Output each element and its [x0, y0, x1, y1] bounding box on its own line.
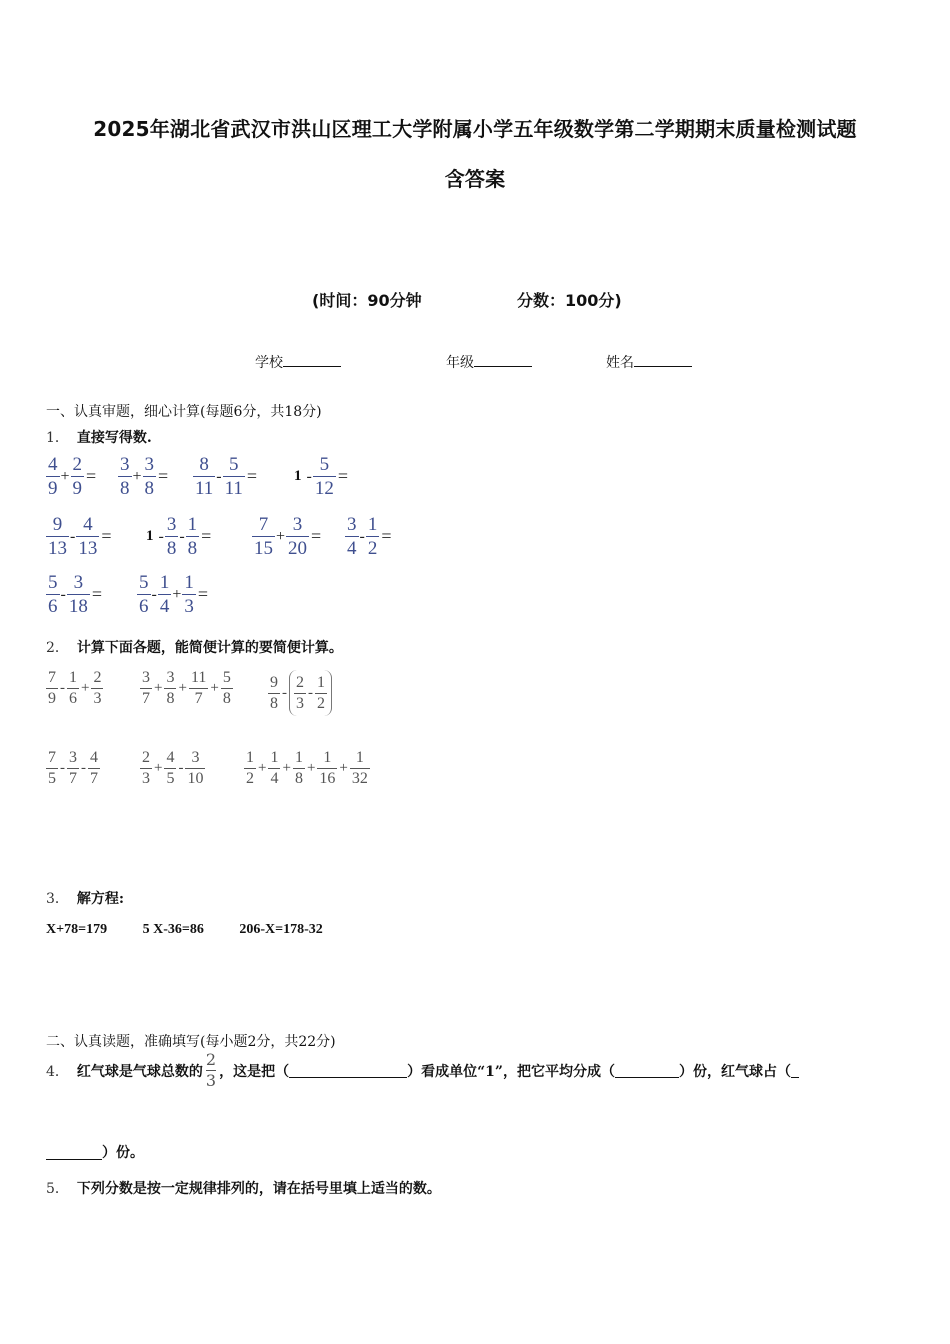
fraction-denominator: 3 — [205, 1071, 217, 1090]
q2-heading — [46, 637, 343, 657]
fraction-denominator: 9 — [48, 690, 56, 707]
fraction-denominator: 7 — [69, 770, 77, 787]
q4-text-part1: 红气球是气球总数的 — [76, 1063, 203, 1080]
operator: - — [70, 527, 76, 545]
fraction-numerator: 2 — [296, 673, 304, 691]
fraction-numerator: 5 — [319, 454, 330, 475]
fraction-numerator: 2 — [93, 669, 102, 686]
fraction — [315, 675, 327, 712]
fraction-numerator: 1 — [184, 572, 194, 593]
operator: + — [306, 760, 316, 776]
operator: + — [276, 527, 286, 545]
operator: + — [178, 680, 187, 696]
fraction-bar — [313, 476, 336, 477]
exercise — [46, 455, 96, 498]
q3-number: 3． — [46, 891, 69, 907]
fraction-bar — [137, 594, 151, 595]
operator: + — [132, 467, 142, 485]
fraction — [186, 515, 200, 558]
fraction-numerator: 4 — [48, 454, 58, 475]
fraction — [67, 670, 79, 707]
fraction-numerator: 1 — [367, 514, 378, 535]
operator: - — [158, 527, 164, 545]
fraction-bar — [118, 476, 132, 477]
exercise — [137, 573, 208, 616]
fraction-bar — [164, 768, 176, 769]
fraction-denominator: 7 — [142, 690, 150, 707]
operator: - — [178, 760, 184, 776]
section2-heading: 二、认真读题，准确填写(每小题2分，共22分) — [46, 1034, 336, 1050]
operator: - — [81, 760, 86, 776]
exercise — [244, 750, 370, 787]
fraction-numerator: 3 — [142, 669, 150, 686]
answer-blank-share[interactable] — [46, 1145, 102, 1160]
fraction — [268, 750, 280, 787]
exercise — [46, 573, 102, 616]
doc-title-line1: 2025年湖北省武汉市洪山区理工大学附属小学五年级数学第二学期期末质量检测试题 — [93, 117, 857, 141]
fraction-bar — [293, 768, 305, 769]
fraction-denominator: 2 — [367, 538, 378, 559]
fraction — [71, 455, 85, 498]
school-field[interactable] — [255, 352, 341, 372]
equals-sign: = — [101, 526, 112, 546]
fraction — [143, 455, 157, 498]
fraction-numerator: 11 — [190, 669, 207, 686]
fraction-numerator: 5 — [139, 572, 149, 593]
whole-number: 1 — [146, 528, 154, 544]
exam-time: (时间：90分钟 — [312, 291, 422, 310]
q4-line2 — [46, 1142, 144, 1162]
fraction — [366, 515, 380, 558]
fraction-bar — [140, 688, 152, 689]
fraction-numerator: 1 — [323, 749, 332, 766]
fraction-numerator: 7 — [48, 749, 56, 766]
fraction-denominator: 3 — [93, 690, 102, 707]
equals-sign: = — [246, 466, 258, 486]
equals-sign: = — [311, 526, 322, 546]
fraction — [46, 455, 60, 498]
operator: - — [60, 585, 66, 603]
fraction-denominator: 8 — [166, 538, 177, 559]
fraction — [350, 750, 370, 787]
fraction-numerator: 3 — [144, 454, 155, 475]
answer-blank-unit[interactable] — [289, 1063, 407, 1078]
fraction-denominator: 2 — [317, 694, 325, 712]
fraction-denominator: 8 — [187, 538, 198, 559]
fraction — [158, 573, 172, 616]
fraction-numerator: 3 — [166, 669, 175, 686]
fraction-bar — [67, 768, 79, 769]
exam-score: 分数：100分) — [517, 291, 622, 310]
fraction — [88, 750, 100, 787]
fraction-numerator: 3 — [69, 749, 77, 766]
q4-text-part5: ）份。 — [102, 1145, 144, 1161]
fraction-denominator: 6 — [69, 690, 77, 707]
grade-label: 年级 — [446, 355, 474, 371]
fraction-numerator: 3 — [166, 514, 177, 535]
fraction-bar — [158, 594, 172, 595]
fraction-bar — [268, 693, 280, 694]
fraction — [182, 573, 196, 616]
operator: - — [282, 684, 287, 701]
fraction — [46, 515, 69, 558]
fraction-denominator: 32 — [351, 770, 368, 787]
fraction-bar — [189, 688, 208, 689]
equals-sign: = — [201, 526, 212, 546]
operator: - — [359, 527, 365, 545]
operator: + — [154, 760, 163, 776]
exercise — [140, 750, 205, 787]
fraction-numerator: 4 — [83, 514, 93, 535]
equals-sign: = — [91, 584, 102, 604]
q4-text-part2: ，这是把（ — [219, 1063, 290, 1080]
fraction-denominator: 3 — [184, 596, 194, 617]
fraction-numerator: 7 — [48, 669, 56, 686]
fraction-bar — [182, 594, 196, 595]
fraction-numerator: 4 — [90, 749, 98, 766]
fraction-numerator: 9 — [270, 673, 278, 691]
operator: + — [172, 585, 182, 603]
q1-heading — [46, 427, 152, 447]
fraction-denominator: 6 — [48, 596, 58, 617]
exercise — [46, 750, 100, 787]
fraction-denominator: 18 — [68, 596, 88, 617]
fraction — [91, 670, 103, 707]
fraction — [293, 750, 305, 787]
name-field[interactable] — [606, 352, 692, 372]
fraction-denominator: 5 — [166, 770, 175, 787]
fraction — [67, 750, 79, 787]
operator: - — [216, 467, 222, 485]
fraction-bar — [317, 768, 337, 769]
fraction-numerator: 1 — [246, 749, 254, 766]
fraction-bar — [46, 594, 60, 595]
fraction-bar — [140, 768, 152, 769]
exercise — [46, 515, 111, 558]
fraction-numerator: 1 — [317, 673, 325, 691]
fraction-bar — [67, 688, 79, 689]
fraction-bar — [221, 688, 233, 689]
parenthesis-group — [289, 670, 332, 716]
fraction-bar — [294, 693, 306, 694]
fraction — [185, 750, 205, 787]
fraction-bar — [46, 476, 60, 477]
fraction — [67, 573, 90, 616]
q4-text-part3: ）看成单位“1”，把它平均分成（ — [407, 1063, 615, 1080]
fraction-bar — [315, 693, 327, 694]
school-blank[interactable] — [283, 352, 341, 367]
fraction-denominator: 20 — [288, 538, 308, 559]
fraction-denominator: 4 — [347, 538, 357, 559]
fraction-denominator: 6 — [139, 596, 149, 617]
fraction-bar — [268, 768, 280, 769]
fraction-bar — [350, 768, 370, 769]
fraction-denominator: 8 — [166, 690, 175, 707]
fraction-numerator: 1 — [355, 749, 364, 766]
fraction — [76, 515, 99, 558]
fraction — [345, 515, 359, 558]
fraction-bar — [223, 476, 245, 477]
q3-equations — [46, 922, 355, 938]
equation: 5 X-36=86 — [142, 922, 204, 937]
fraction-numerator: 1 — [187, 514, 198, 535]
operator: + — [258, 760, 267, 776]
fraction — [193, 455, 215, 498]
q4-text-part4: ）份，红气球占（ — [678, 1063, 791, 1080]
equals-sign: = — [337, 466, 348, 486]
fraction-denominator: 7 — [90, 770, 98, 787]
fraction-bar — [91, 688, 103, 689]
answer-blank-share-start[interactable] — [791, 1063, 799, 1078]
fraction-denominator: 11 — [224, 478, 243, 499]
fraction-bar — [46, 768, 58, 769]
fraction-numerator: 1 — [294, 749, 303, 766]
fraction-numerator: 1 — [159, 572, 170, 593]
fraction — [286, 515, 309, 558]
exercise — [345, 515, 391, 558]
q3-text: 解方程: — [76, 891, 125, 907]
fraction-bar — [46, 688, 58, 689]
q5-number: 5． — [46, 1181, 69, 1197]
fraction-denominator: 8 — [222, 690, 231, 707]
name-label: 姓名 — [606, 355, 634, 371]
fraction-denominator: 11 — [195, 478, 214, 499]
q4-number: 4． — [46, 1063, 69, 1080]
fraction — [164, 670, 176, 707]
fraction-denominator: 13 — [78, 538, 98, 559]
q2-text: 计算下面各题，能简便计算的要简便计算。 — [76, 640, 343, 656]
q5-heading — [46, 1178, 441, 1198]
fraction-bar — [252, 536, 275, 537]
exercise — [140, 670, 233, 707]
fraction-denominator: 3 — [296, 694, 304, 712]
operator: + — [282, 760, 291, 776]
fraction-numerator: 3 — [347, 514, 357, 535]
fraction-bar — [76, 536, 99, 537]
fraction-denominator: 2 — [246, 770, 254, 787]
fraction — [189, 670, 208, 707]
fraction-denominator: 3 — [142, 770, 150, 787]
q1-number: 1． — [46, 430, 69, 446]
fraction — [268, 675, 280, 712]
fraction — [140, 750, 152, 787]
exercise — [294, 455, 348, 498]
exercise — [146, 515, 211, 558]
equation: 206-X=178-32 — [239, 922, 323, 937]
fraction — [46, 670, 58, 707]
exercise — [252, 515, 321, 558]
fraction — [46, 750, 58, 787]
fraction-numerator: 9 — [52, 514, 63, 535]
operator: - — [179, 527, 185, 545]
fraction — [252, 515, 275, 558]
fraction — [223, 455, 245, 498]
fraction-bar — [366, 536, 380, 537]
exercise — [46, 670, 103, 707]
exercise — [193, 455, 257, 498]
fraction-numerator: 5 — [222, 669, 231, 686]
fraction-denominator: 10 — [187, 770, 204, 787]
fraction-denominator: 13 — [48, 538, 67, 559]
fraction-bar — [185, 768, 205, 769]
equals-sign: = — [381, 526, 392, 546]
fraction — [165, 515, 179, 558]
q2-number: 2． — [46, 640, 69, 656]
fraction-numerator: 1 — [69, 669, 77, 686]
fraction-bar — [164, 688, 176, 689]
fraction — [221, 670, 233, 707]
operator: - — [60, 760, 65, 776]
fraction — [317, 750, 337, 787]
fraction-denominator: 12 — [314, 478, 334, 499]
fraction-numerator: 5 — [229, 454, 239, 475]
fraction — [137, 573, 151, 616]
whole-number: 1 — [294, 468, 302, 484]
fraction-bar — [143, 476, 157, 477]
school-label: 学校 — [255, 355, 283, 371]
fraction-bar — [88, 768, 100, 769]
q4-fraction — [206, 1052, 216, 1089]
fraction-numerator: 3 — [120, 454, 130, 475]
fraction-numerator: 3 — [73, 572, 84, 593]
fraction-denominator: 8 — [120, 478, 130, 499]
equation: X+78=179 — [46, 922, 108, 937]
operator: + — [81, 680, 90, 696]
equals-sign: = — [158, 466, 169, 486]
fraction — [46, 573, 60, 616]
fraction-denominator: 4 — [159, 596, 170, 617]
operator: + — [154, 680, 163, 696]
operator: + — [60, 467, 70, 485]
fraction-bar — [193, 476, 215, 477]
fraction-numerator: 7 — [258, 514, 269, 535]
fraction-denominator: 16 — [319, 770, 336, 787]
operator: - — [151, 585, 157, 603]
fraction — [140, 670, 152, 707]
fraction-denominator: 8 — [144, 478, 155, 499]
q1-text: 直接写得数. — [76, 430, 152, 446]
fraction-bar — [71, 476, 85, 477]
fraction-denominator: 8 — [294, 770, 303, 787]
fraction-numerator: 2 — [142, 749, 150, 766]
fraction — [244, 750, 256, 787]
doc-title-line2: 含答案 — [444, 167, 506, 191]
equals-sign: = — [86, 466, 97, 486]
fraction-numerator: 2 — [72, 454, 83, 475]
grade-blank[interactable] — [474, 352, 532, 367]
fraction-bar — [244, 768, 256, 769]
fraction-denominator: 4 — [270, 770, 279, 787]
q3-heading — [46, 888, 124, 908]
fraction-numerator: 2 — [205, 1050, 217, 1069]
q5-text: 下列分数是按一定规律排列的，请在括号里填上适当的数。 — [76, 1181, 441, 1197]
equals-sign: = — [197, 584, 209, 604]
operator: + — [339, 760, 348, 776]
answer-blank-parts[interactable] — [615, 1063, 679, 1078]
fraction-bar — [67, 594, 90, 595]
fraction-bar — [286, 536, 309, 537]
fraction — [164, 750, 176, 787]
fraction-numerator: 1 — [270, 749, 279, 766]
fraction-denominator: 15 — [254, 538, 273, 559]
fraction-numerator: 3 — [292, 514, 303, 535]
fraction — [118, 455, 132, 498]
fraction — [313, 455, 336, 498]
fraction-denominator: 7 — [194, 690, 203, 707]
grade-field[interactable] — [446, 352, 532, 372]
exercise — [118, 455, 168, 498]
name-blank[interactable] — [634, 352, 692, 367]
fraction-denominator: 9 — [48, 478, 58, 499]
operator: - — [60, 680, 65, 696]
fraction-bar — [46, 536, 69, 537]
operator: - — [306, 467, 312, 485]
fraction-denominator: 5 — [48, 770, 56, 787]
fraction-denominator: 8 — [270, 694, 278, 712]
q4-line1 — [46, 1052, 799, 1089]
fraction-bar — [345, 536, 359, 537]
fraction-numerator: 3 — [191, 749, 200, 766]
section1-heading: 一、认真审题，细心计算(每题6分，共18分) — [46, 404, 322, 420]
fraction-numerator: 5 — [48, 572, 58, 593]
fraction-denominator: 9 — [72, 478, 83, 499]
operator: + — [210, 680, 219, 696]
fraction — [294, 675, 306, 712]
fraction-bar — [165, 536, 179, 537]
fraction-bar — [186, 536, 200, 537]
exercise — [268, 670, 332, 716]
operator: - — [308, 684, 313, 701]
fraction-numerator: 4 — [166, 749, 175, 766]
fraction-numerator: 8 — [199, 454, 209, 475]
